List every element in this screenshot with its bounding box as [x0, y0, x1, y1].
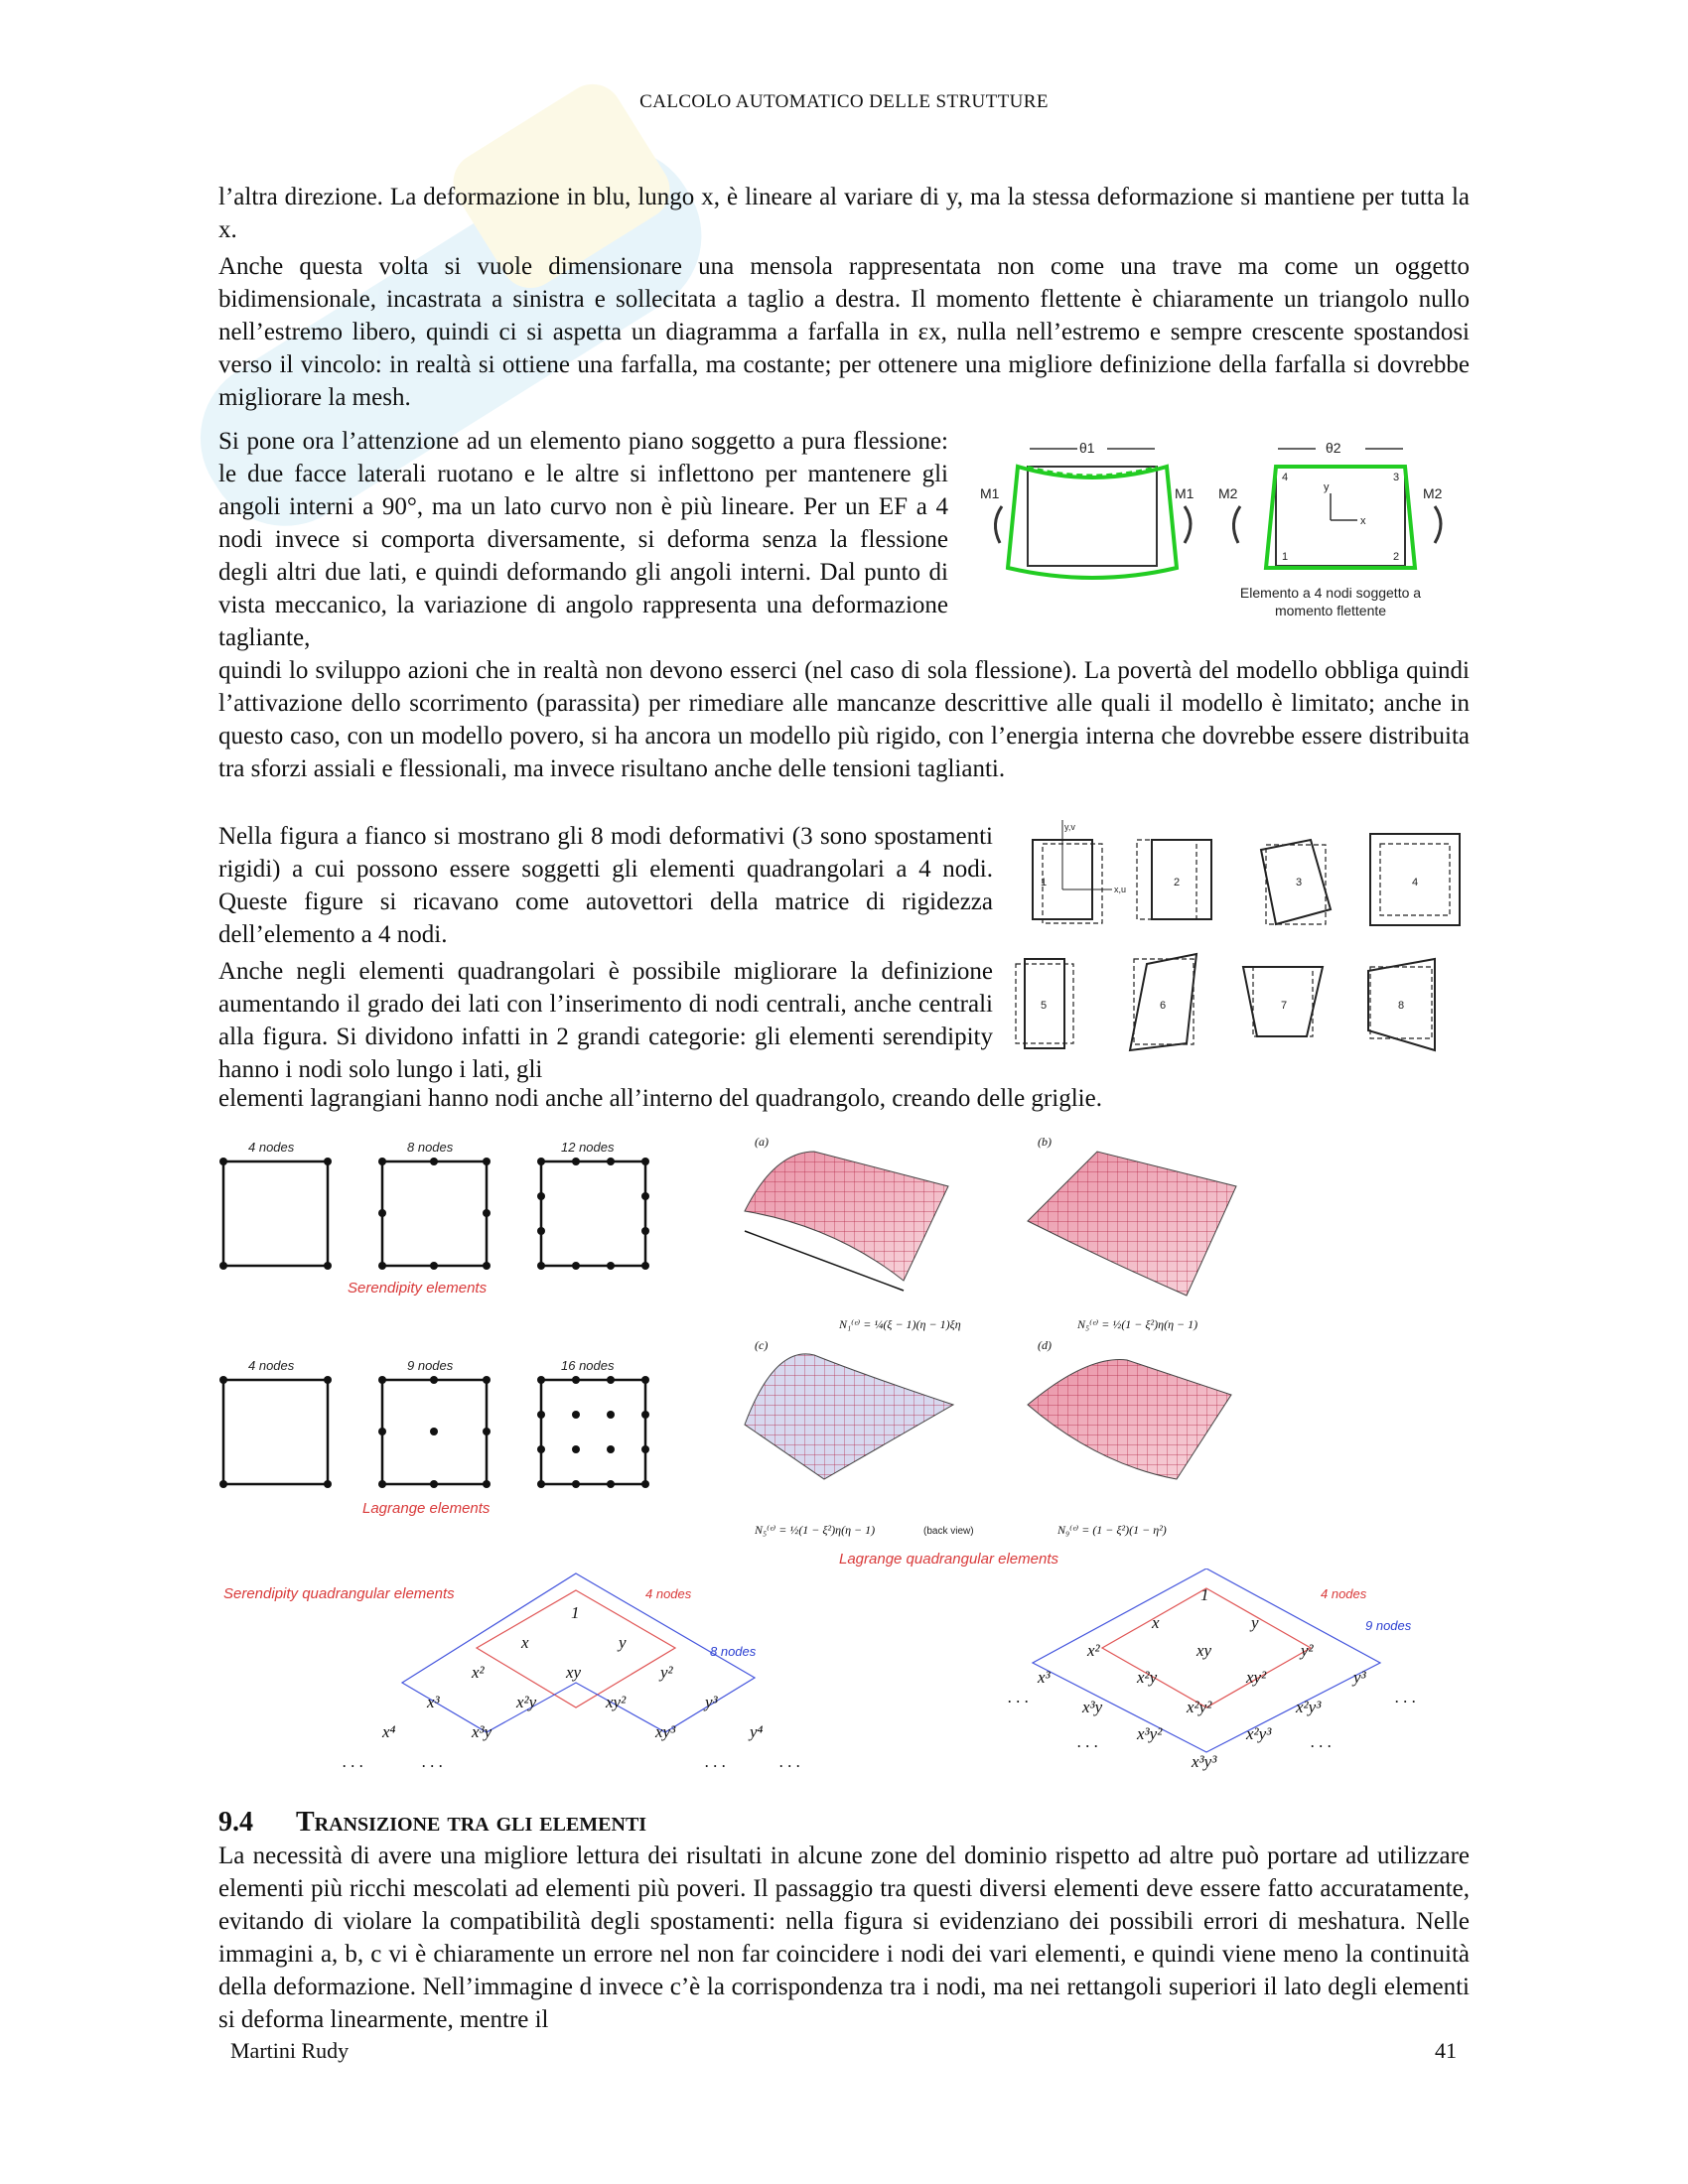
running-header: CALCOLO AUTOMATICO DELLE STRUTTURE — [639, 91, 1049, 112]
svg-text:9 nodes: 9 nodes — [407, 1358, 454, 1373]
m2-right-label: M2 — [1423, 485, 1443, 501]
svg-text:xy³: xy³ — [655, 1722, 676, 1741]
svg-text:6: 6 — [1160, 1000, 1167, 1012]
svg-text:x³y: x³y — [1082, 1698, 1103, 1716]
svg-text:x: x — [1360, 515, 1366, 527]
svg-text:8: 8 — [1398, 1000, 1405, 1012]
serendipity-label: Serendipity elements — [348, 1280, 488, 1297]
svg-text:12 nodes: 12 nodes — [561, 1140, 615, 1155]
svg-text:1: 1 — [1282, 551, 1289, 563]
svg-text:y: y — [619, 1633, 627, 1652]
svg-text:x³: x³ — [1038, 1668, 1051, 1687]
deformed-element-left — [1008, 467, 1177, 578]
bending-figure — [978, 429, 1470, 627]
svg-text:. . .: . . . — [1008, 1688, 1030, 1706]
theta1-label: θ1 — [1079, 440, 1095, 456]
svg-text:x²: x² — [472, 1663, 485, 1682]
svg-text:8 nodes: 8 nodes — [407, 1140, 454, 1155]
svg-text:N₉⁽ᵉ⁾ = (1 − ξ²)(1 − η²): N₉⁽ᵉ⁾ = (1 − ξ²)(1 − η²) — [1057, 1523, 1167, 1537]
svg-text:4 nodes: 4 nodes — [248, 1358, 295, 1373]
svg-text:4 nodes: 4 nodes — [1321, 1586, 1367, 1601]
svg-text:4 nodes: 4 nodes — [645, 1586, 692, 1601]
svg-text:(b): (b) — [1038, 1135, 1052, 1149]
svg-text:x²y³: x²y³ — [1296, 1698, 1322, 1716]
surface-a — [745, 1135, 961, 1331]
svg-text:. . .: . . . — [1311, 1732, 1333, 1751]
svg-text:y: y — [1251, 1613, 1259, 1632]
svg-text:2: 2 — [1174, 877, 1181, 888]
svg-text:y²: y² — [660, 1663, 673, 1682]
paragraph-3b: quindi lo sviluppo azioni che in realtà non devono esserci (nel caso di sola flessione). La povertà del modello obbliga quindi l’attivazione dello scorrimento (parassita) per rimediare alle mancanze descrittive alle quali il modello è limitato; anche in questo caso, con un modello povero, si ha ancora un modello più rigido, con l’energia interna che dovrebbe essere distribuita tra sforzi assiali e flessionali, ma invece risultano anche delle tensioni taglianti. — [218, 657, 1470, 782]
svg-text:. . .: . . . — [422, 1752, 444, 1771]
svg-text:3: 3 — [1296, 877, 1303, 888]
page-number: 41 — [1435, 2038, 1457, 2063]
lagrange-quad-caption: Lagrange quadrangular elements — [839, 1551, 1058, 1568]
svg-text:xy: xy — [566, 1663, 582, 1682]
paragraph-5a: Anche negli elementi quadrangolari è possibile migliorare la definizione aumentando il grado dei lati con l’inserimento di nodi centrali, anche centrali alla figura. Si dividono infatti in 2 grandi categorie: gli elementi serendipity hanno i nodi solo lungo i lati, gli — [218, 958, 993, 1083]
body-text-top — [218, 181, 1470, 418]
paragraph-6: La necessità di avere una migliore lettura dei risultati in alcune zone del dominio rispetto ad altre può portare ad utilizzare elementi più ricchi mescolati ad elementi più poveri. Il passaggio tra questi diversi elementi deve essere fatto accuratamente, evitando di violare la compatibilità degli spostamenti: nella figura si evidenziano dei possibili errori di meshatura. Nelle immagini a, b, c vi è chiaramente un errore nel non far coincidere i nodi dei vari elementi, e quindi viene meno la continuità della deformazione. Nell’immagine d invece c’è la corrispondenza tra i nodi, ma nei rettangoli superiori il lato degli elementi si deforma linearmente, mentre il — [218, 1843, 1470, 2033]
svg-text:4 nodes: 4 nodes — [248, 1140, 295, 1155]
svg-text:x²y²: x²y² — [1187, 1698, 1212, 1716]
svg-text:(d): (d) — [1038, 1338, 1052, 1352]
svg-text:xy²: xy² — [606, 1693, 627, 1711]
svg-text:x³y²: x³y² — [1137, 1724, 1163, 1743]
svg-text:. . .: . . . — [1077, 1732, 1099, 1751]
svg-text:x⁴: x⁴ — [382, 1722, 396, 1741]
svg-text:y: y — [1324, 481, 1330, 493]
svg-text:y³: y³ — [705, 1693, 718, 1711]
pascal-triangles — [213, 1569, 1435, 1777]
m1-right-label: M1 — [1175, 485, 1195, 501]
svg-text:x: x — [1152, 1613, 1160, 1632]
svg-text:x: x — [521, 1633, 529, 1652]
surface-d — [1028, 1338, 1231, 1537]
paragraph-3a: Si pone ora l’attenzione ad un elemento piano soggetto a pura flessione: le due facce laterali ruotano e le altre si inflettono per mantenere gli angoli interni a 90°, ma un lato curvo non è più lineare. Per un EF a 4 nodi invece si comporta diversamente, si deforma senza la flessione degli altri due lati, e quindi deformando gli angoli interni. Dal punto di vista meccanico, la variazione di angolo rappresenta una deformazione tagliante, — [218, 428, 948, 651]
svg-text:. . .: . . . — [705, 1752, 727, 1771]
svg-text:. . .: . . . — [779, 1752, 801, 1771]
surface-c — [745, 1338, 974, 1537]
svg-text:y,v: y,v — [1064, 822, 1075, 832]
original-element-left — [1028, 467, 1157, 566]
paragraph-2: Anche questa volta si vuole dimensionare una mensola rappresentata non come una trave ma come un oggetto bidimensionale, incastrata a sinistra e sollecitata a taglio a destra. Il momento flettente è chiaramente un triangolo nullo nell’estremo libero, quindi ci si aspetta un diagramma a farfalla in εx, nulla nell’estremo e sempre crescente spostandosi verso il vincolo: in realtà si ottiene una farfalla, ma costante; per ottenere una migliore definizione della farfalla si dovrebbe migliorare la mesh. — [218, 253, 1470, 411]
svg-text:x³y: x³y — [472, 1722, 492, 1741]
svg-text:N₅⁽ᵉ⁾ = ½(1 − ξ²)η(η − 1): N₅⁽ᵉ⁾ = ½(1 − ξ²)η(η − 1) — [755, 1523, 876, 1537]
svg-text:x³y³: x³y³ — [1192, 1752, 1217, 1771]
paragraph-1: l’altra direzione. La deformazione in blu, lungo x, è lineare al variare di y, ma la stessa deformazione si mantiene per tutta la x. — [218, 184, 1470, 243]
svg-text:8 nodes: 8 nodes — [710, 1644, 757, 1659]
paragraph-5b: elementi lagrangiani hanno nodi anche all’interno del quadrangolo, creando delle griglie. — [218, 1085, 1102, 1112]
svg-text:x²: x² — [1087, 1641, 1100, 1660]
original-element-right — [1276, 467, 1405, 566]
lagrange-label: Lagrange elements — [362, 1500, 491, 1517]
svg-text:1: 1 — [1041, 877, 1048, 888]
svg-text:y³: y³ — [1353, 1668, 1366, 1687]
footer-author: Martini Rudy — [230, 2038, 350, 2063]
svg-text:(c): (c) — [755, 1338, 769, 1352]
svg-text:16 nodes: 16 nodes — [561, 1358, 615, 1373]
svg-text:y²: y² — [1301, 1641, 1314, 1660]
svg-text:x²y: x²y — [1137, 1668, 1158, 1687]
serendipity-quad-title: Serendipity quadrangular elements — [223, 1585, 455, 1602]
svg-text:y⁴: y⁴ — [750, 1722, 764, 1741]
svg-text:9 nodes: 9 nodes — [1365, 1618, 1412, 1633]
deformation-modes-figure — [1013, 820, 1470, 1068]
svg-text:1: 1 — [1200, 1585, 1209, 1604]
svg-text:2: 2 — [1393, 551, 1400, 563]
svg-text:(back view): (back view) — [923, 1526, 974, 1537]
svg-text:x²y: x²y — [516, 1693, 537, 1711]
svg-text:3: 3 — [1393, 472, 1400, 483]
section-heading — [218, 1807, 646, 1839]
svg-text:(a): (a) — [755, 1135, 769, 1149]
svg-text:N₅⁽ᵉ⁾ = ½(1 − ξ²)η(η − 1): N₅⁽ᵉ⁾ = ½(1 − ξ²)η(η − 1) — [1077, 1317, 1198, 1331]
svg-text:N₁⁽ᵉ⁾ = ¼(ξ − 1)(η − 1)ξη: N₁⁽ᵉ⁾ = ¼(ξ − 1)(η − 1)ξη — [839, 1317, 961, 1331]
theta2-label: θ2 — [1326, 440, 1341, 456]
section-title: Transizione tra gli elementi — [296, 1807, 647, 1838]
svg-text:. . .: . . . — [1395, 1688, 1417, 1706]
svg-text:xy²: xy² — [1246, 1668, 1267, 1687]
surface-b — [1028, 1135, 1236, 1331]
svg-text:5: 5 — [1041, 1000, 1048, 1012]
section-number: 9.4 — [218, 1807, 253, 1838]
bending-caption-1: Elemento a 4 nodi soggetto a — [1239, 585, 1422, 601]
shape-function-surfaces — [735, 1132, 1271, 1569]
paragraph-4: Nella figura a fianco si mostrano gli 8 modi deformativi (3 sono spostamenti rigidi) a cui possono essere soggetti gli elementi quadrangolari a 4 nodi. Queste figure si ricavano come autovettori della matrice di rigidezza dell’elemento a 4 nodi. — [218, 823, 993, 948]
svg-text:x³: x³ — [427, 1693, 440, 1711]
svg-text:4: 4 — [1412, 877, 1419, 888]
svg-text:4: 4 — [1282, 472, 1289, 483]
svg-text:x,u: x,u — [1114, 885, 1127, 894]
svg-text:1: 1 — [571, 1603, 580, 1622]
svg-text:x²y³: x²y³ — [1246, 1724, 1272, 1743]
m2-left-label: M2 — [1218, 485, 1238, 501]
body-text-modes — [218, 820, 993, 1090]
element-node-diagrams — [213, 1132, 680, 1529]
bending-caption-2: momento flettente — [1274, 603, 1387, 618]
svg-text:xy: xy — [1196, 1641, 1212, 1660]
svg-text:7: 7 — [1281, 1000, 1288, 1012]
m1-left-label: M1 — [980, 485, 1000, 501]
svg-text:. . .: . . . — [343, 1752, 364, 1771]
